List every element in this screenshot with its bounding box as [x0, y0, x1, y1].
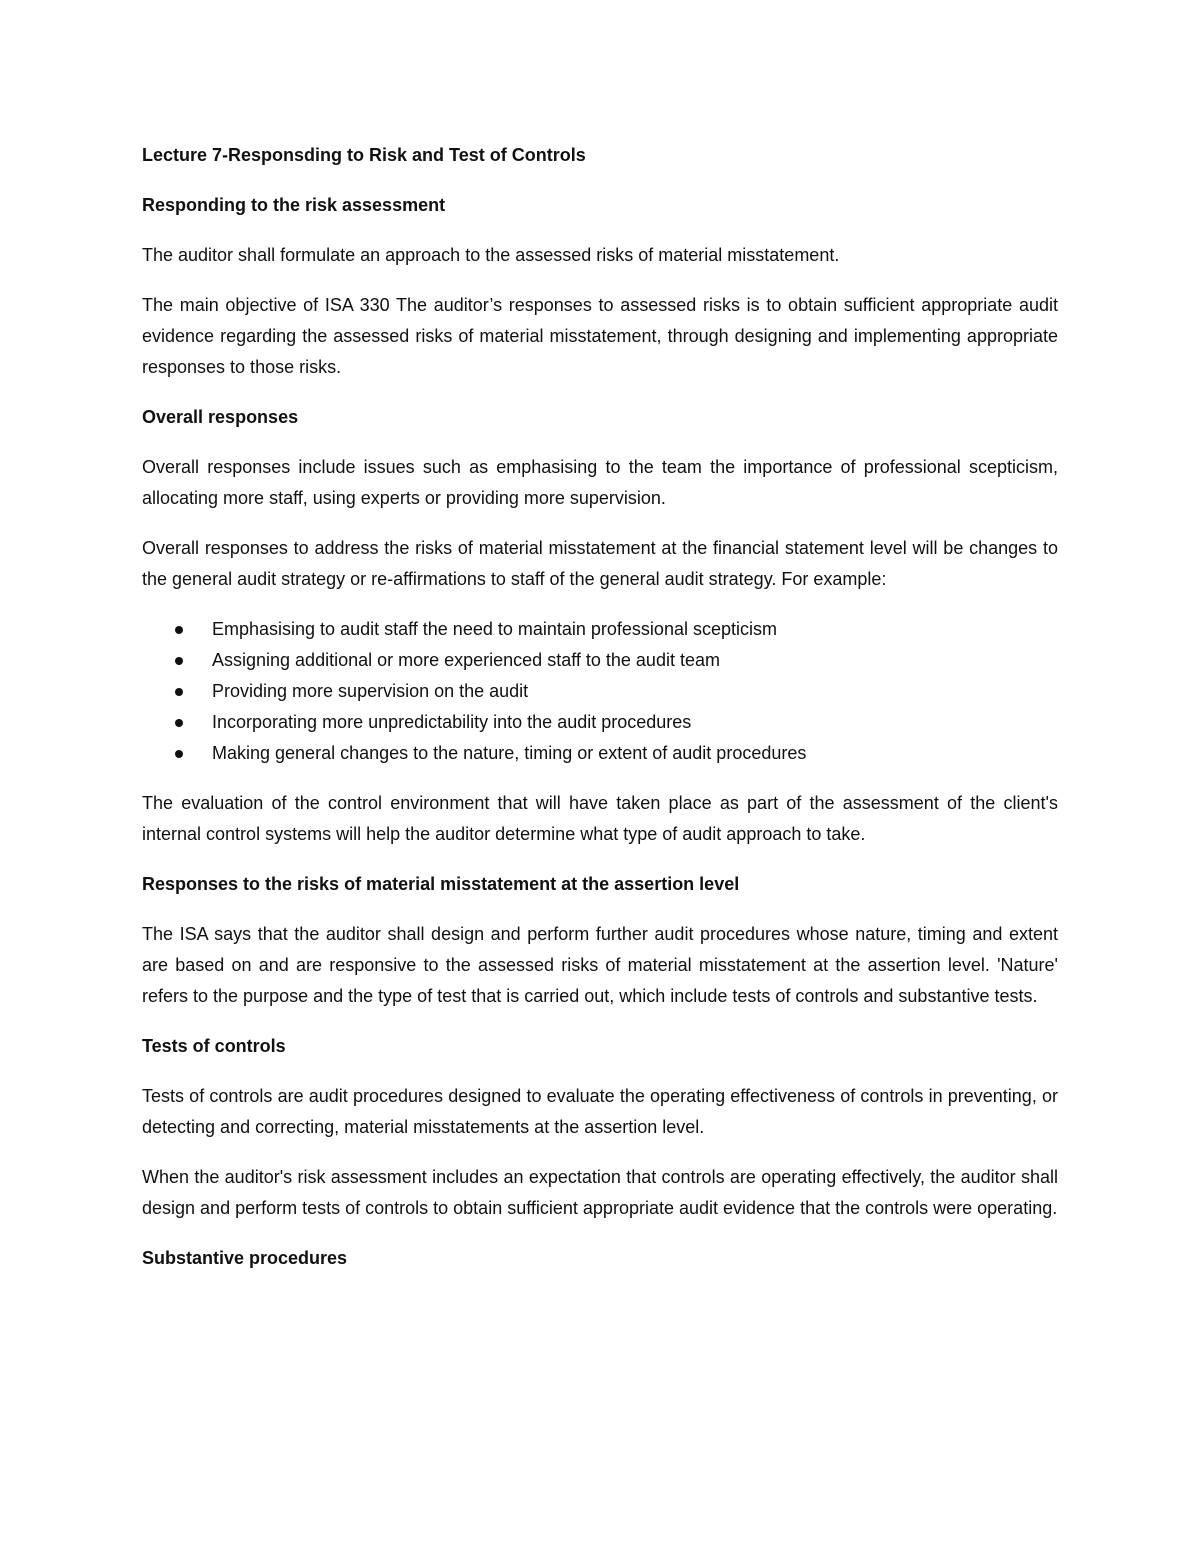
document-title: Lecture 7-Responsding to Risk and Test of Controls [142, 145, 586, 165]
bullet-icon [175, 719, 183, 727]
section-heading-tests-of-controls: Tests of controls [142, 1036, 286, 1056]
paragraph: The evaluation of the control environment that will have taken place as part of the assessment of the client's internal control systems will help the auditor determine what type of audit approach to take. [142, 793, 1058, 844]
bullet-icon [175, 626, 183, 634]
list-item-text: Assigning additional or more experienced staff to the audit team [212, 650, 720, 670]
bullet-icon [175, 657, 183, 665]
bullet-list [142, 614, 1058, 769]
paragraph: When the auditor's risk assessment includes an expectation that controls are operating effectively, the auditor shall design and perform tests of controls to obtain sufficient appropriate audit evidence that the controls were operating. [142, 1167, 1058, 1218]
section-heading-substantive-procedures: Substantive procedures [142, 1248, 348, 1268]
list-item [142, 707, 1058, 738]
paragraph: The ISA says that the auditor shall design and perform further audit procedures whose nature, timing and extent are based on and are responsive to the assessed risks of material misstatement at the assertion level. 'Nature' refers to the purpose and the type of test that is carried out, which include tests of controls and substantive tests. [142, 924, 1058, 1006]
bullet-icon [175, 750, 183, 758]
paragraph: Overall responses include issues such as emphasising to the team the importance of professional scepticism, allocating more staff, using experts or providing more supervision. [142, 457, 1058, 508]
list-item-text: Providing more supervision on the audit [212, 681, 529, 701]
list-item [142, 614, 1058, 645]
section-heading-responding: Responding to the risk assessment [142, 195, 446, 215]
paragraph: The main objective of ISA 330 The auditor’s responses to assessed risks is to obtain sufficient appropriate audit evidence regarding the assessed risks of material misstatement, through designing and implementing appropriate responses to those risks. [142, 295, 1058, 377]
paragraph: Tests of controls are audit procedures designed to evaluate the operating effectiveness of controls in preventing, or detecting and correcting, material misstatements at the assertion level. [142, 1086, 1058, 1137]
section-heading-assertion-level: Responses to the risks of material misstatement at the assertion level [142, 874, 740, 894]
list-item-text: Making general changes to the nature, timing or extent of audit procedures [212, 743, 807, 763]
section-heading-overall-responses: Overall responses [142, 407, 299, 427]
bullet-icon [175, 688, 183, 696]
document-page [142, 140, 1058, 1293]
paragraph: Overall responses to address the risks of material misstatement at the financial statement level will be changes to the general audit strategy or re-affirmations to staff of the general audit strategy. For example: [142, 538, 1058, 589]
paragraph: The auditor shall formulate an approach to the assessed risks of material misstatement. [142, 245, 840, 265]
list-item-text: Emphasising to audit staff the need to maintain professional scepticism [212, 619, 777, 639]
list-item [142, 676, 1058, 707]
list-item [142, 645, 1058, 676]
list-item-text: Incorporating more unpredictability into the audit procedures [212, 712, 692, 732]
list-item [142, 738, 1058, 769]
